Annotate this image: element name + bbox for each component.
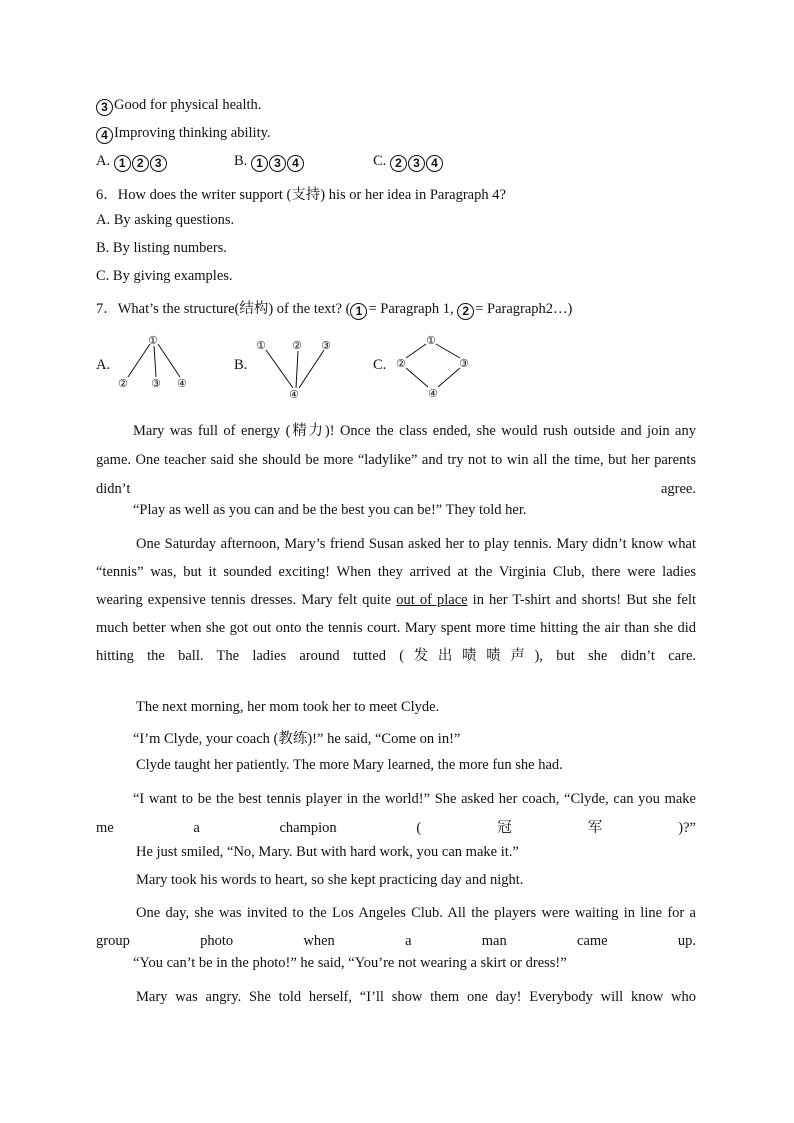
option-letter: C. — [373, 153, 387, 169]
option-letter: A. — [96, 153, 111, 169]
story-paragraph-4: The next morning, her mom took her to meet Clyde. — [136, 699, 440, 715]
story-paragraph-3 — [96, 530, 696, 670]
story-text: in her T-shirt and shorts! But she felt much better when she got out onto the tennis court. Mary spent more time hitting the air than she did hitting the ball. The ladies around tutted (发出啧啧声), but she didn’t care. — [96, 592, 697, 664]
circled-number: 2 — [390, 155, 407, 172]
node-label: ② — [292, 340, 302, 352]
node-label: ③ — [321, 340, 331, 352]
circled-number: 1 — [251, 155, 268, 172]
story-paragraph-8: He just smiled, “No, Mary. But with hard work, you can make it.” — [136, 844, 519, 860]
story-paragraph-1: Mary was full of energy (精力)! Once the class ended, she would rush outside and join any game. One teacher said she should be more “ladylike” and try not to win all the time, but her parents didn’t agree. — [96, 423, 696, 497]
node-label: ① — [426, 335, 436, 347]
circled-number: 2 — [132, 155, 149, 172]
story-paragraph-6: Clyde taught her patiently. The more Mary learned, the more fun she had. — [136, 757, 563, 773]
story-paragraph-2: “Play as well as you can and be the best you can be!” They told her. — [133, 502, 527, 518]
q6-option-b: B. By listing numbers. — [96, 240, 227, 256]
node-label: ② — [396, 358, 406, 370]
node-label: ③ — [459, 358, 469, 370]
option-letter: B. — [234, 153, 248, 169]
node-label: ④ — [289, 389, 299, 401]
circled-number: 2 — [457, 303, 474, 320]
story-paragraph-10: One day, she was invited to the Los Angeles Club. All the players were waiting in line for a group photo when a man came up. — [96, 905, 696, 949]
node-label: ② — [118, 378, 128, 390]
node-label: ③ — [151, 378, 161, 390]
circled-number: 1 — [114, 155, 131, 172]
story-paragraph-5: “I’m Clyde, your coach (教练)!” he said, “Come on in!” — [133, 731, 461, 747]
circled-number: 4 — [426, 155, 443, 172]
story-paragraph-12: Mary was angry. She told herself, “I’ll show them one day! Everybody will know who — [136, 989, 696, 1005]
q5-item-text: Improving thinking ability. — [114, 125, 271, 141]
q7-stem-part: 7．What’s the structure(结构) of the text? ( — [96, 301, 351, 317]
circled-number: 1 — [350, 303, 367, 320]
story-text: One Saturday afternoon, Mary’s friend Susan asked her to play tennis. Mary didn’t know what “tennis” was, but it sounded exciting! When they arrived at the Virginia Club, there were ladies wearing expensive tennis dresses. Mary felt quite — [96, 536, 696, 608]
q5-item-text: Good for physical health. — [114, 97, 262, 113]
q6-option-c: C. By giving examples. — [96, 268, 233, 284]
node-label: ① — [256, 340, 266, 352]
circled-number: 3 — [150, 155, 167, 172]
structure-diagrams — [0, 0, 794, 410]
story-paragraph-9: Mary took his words to heart, so she kept practicing day and night. — [136, 872, 524, 888]
node-label: ④ — [428, 388, 438, 400]
q7-option-b-label: B. — [234, 357, 248, 373]
diagram-b — [256, 340, 331, 401]
node-label: ① — [148, 335, 158, 347]
circled-number: 3 — [96, 99, 113, 116]
circled-number: 3 — [408, 155, 425, 172]
q7-stem-part: = Paragraph 1, — [368, 301, 458, 317]
underlined-phrase: out of place — [396, 592, 468, 608]
diagram-c — [396, 335, 469, 400]
story-paragraph-7: “I want to be the best tennis player in the world!” She asked her coach, “Clyde, can you make me a champion (冠军)?” — [96, 791, 696, 836]
node-label: ④ — [177, 378, 187, 390]
story-paragraph-11: “You can’t be in the photo!” he said, “You’re not wearing a skirt or dress!” — [133, 955, 567, 971]
q7-option-c-label: C. — [373, 357, 387, 373]
q7-option-a-label: A. — [96, 357, 111, 373]
circled-number: 3 — [269, 155, 286, 172]
diagram-a — [118, 335, 187, 390]
q6-stem: 6．How does the writer support (支持) his or her idea in Paragraph 4? — [96, 187, 506, 203]
circled-number: 4 — [96, 127, 113, 144]
circled-number: 4 — [287, 155, 304, 172]
q6-option-a: A. By asking questions. — [96, 212, 235, 228]
q7-stem-part: = Paragraph2…) — [475, 301, 573, 317]
